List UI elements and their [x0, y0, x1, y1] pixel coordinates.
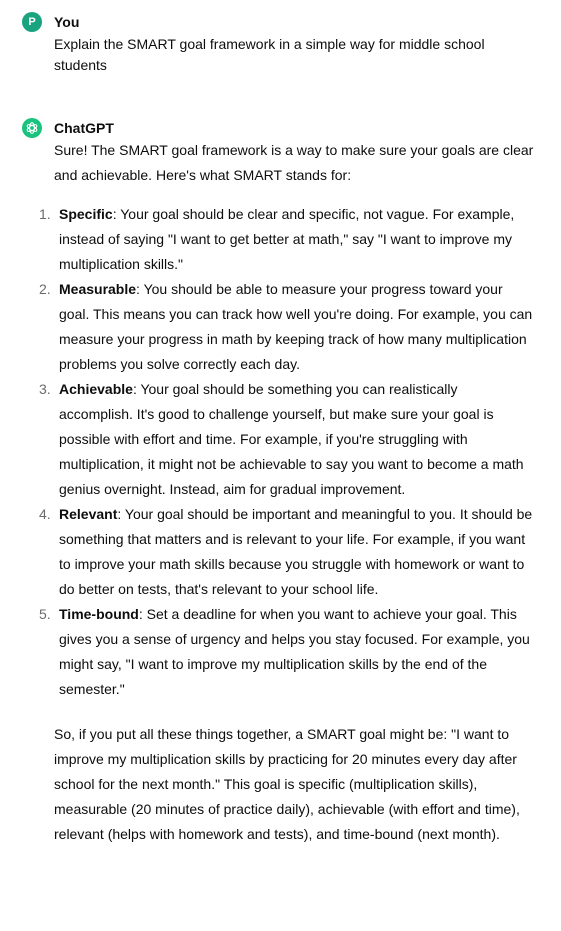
list-item	[39, 377, 534, 502]
list-item-text: : Your goal should be important and meaningful to you. It should be something that matters and is relevant to your life. For example, if you want to improve your math skills because you struggle with homework or want to do better on tests, that's relevant to your school life.	[59, 506, 533, 597]
list-item	[39, 202, 534, 277]
smart-points-list	[39, 202, 534, 702]
list-item-text: : Your goal should be clear and specific, not vague. For example, instead of saying "I want to get better at math," say "I want to improve my multiplication skills."	[59, 206, 515, 272]
list-item-term: Relevant	[59, 506, 118, 522]
assistant-message-header	[22, 118, 542, 138]
assistant-intro-text: Sure! The SMART goal framework is a way to make sure your goals are clear and achievable. Here's what SMART stands for:	[54, 142, 534, 183]
user-message-header	[22, 12, 542, 32]
list-item-term: Time-bound	[59, 606, 139, 622]
list-item-term: Specific	[59, 206, 113, 222]
list-item	[39, 602, 534, 702]
openai-logo-icon	[22, 118, 42, 138]
list-item-term: Measurable	[59, 281, 137, 297]
list-item	[39, 502, 534, 602]
list-item-number: 1.	[39, 206, 51, 222]
list-item-number: 2.	[39, 281, 51, 297]
list-item-number: 4.	[39, 506, 51, 522]
list-item-term: Achievable	[59, 381, 133, 397]
list-item-number: 3.	[39, 381, 51, 397]
list-item-text: : You should be able to measure your progress toward your goal. This means you can track how well you're doing. For example, you can measure your progress in math by keeping track of how many multiplication problems you solve correctly each day.	[59, 281, 533, 372]
assistant-summary-text: So, if you put all these things together, a SMART goal might be: "I want to improve my multiplication skills by practicing for 20 minutes every day after school for the next month." This goal is specific (multiplication skills), measurable (20 minutes of practice daily), achievable (with effort and time), relevant (helps with homework and tests), and time-bound (next month).	[54, 726, 520, 842]
assistant-message-body	[39, 138, 534, 847]
list-item	[39, 277, 534, 377]
list-item-text: : Set a deadline for when you want to achieve your goal. This gives you a sense of urgency and helps you stay focused. For example, you might say, "I want to improve my multiplication skills by the end of the semester."	[59, 606, 530, 697]
user-avatar	[22, 12, 42, 32]
assistant-message	[22, 118, 542, 847]
openai-logo-glyph	[25, 121, 39, 135]
user-avatar-letter: P	[28, 16, 36, 28]
list-item-number: 5.	[39, 606, 51, 622]
assistant-author-name: ChatGPT	[54, 120, 114, 136]
user-message-text: Explain the SMART goal framework in a simple way for middle school students	[54, 36, 485, 73]
user-author-name: You	[54, 14, 80, 30]
user-message	[22, 12, 542, 76]
list-item-text: : Your goal should be something you can realistically accomplish. It's good to challenge yourself, but make sure your goal is possible with effort and time. For example, if you're struggling with multiplication, it might not be achievable to say you want to become a math genius overnight. Instead, aim for gradual improvement.	[59, 381, 524, 497]
